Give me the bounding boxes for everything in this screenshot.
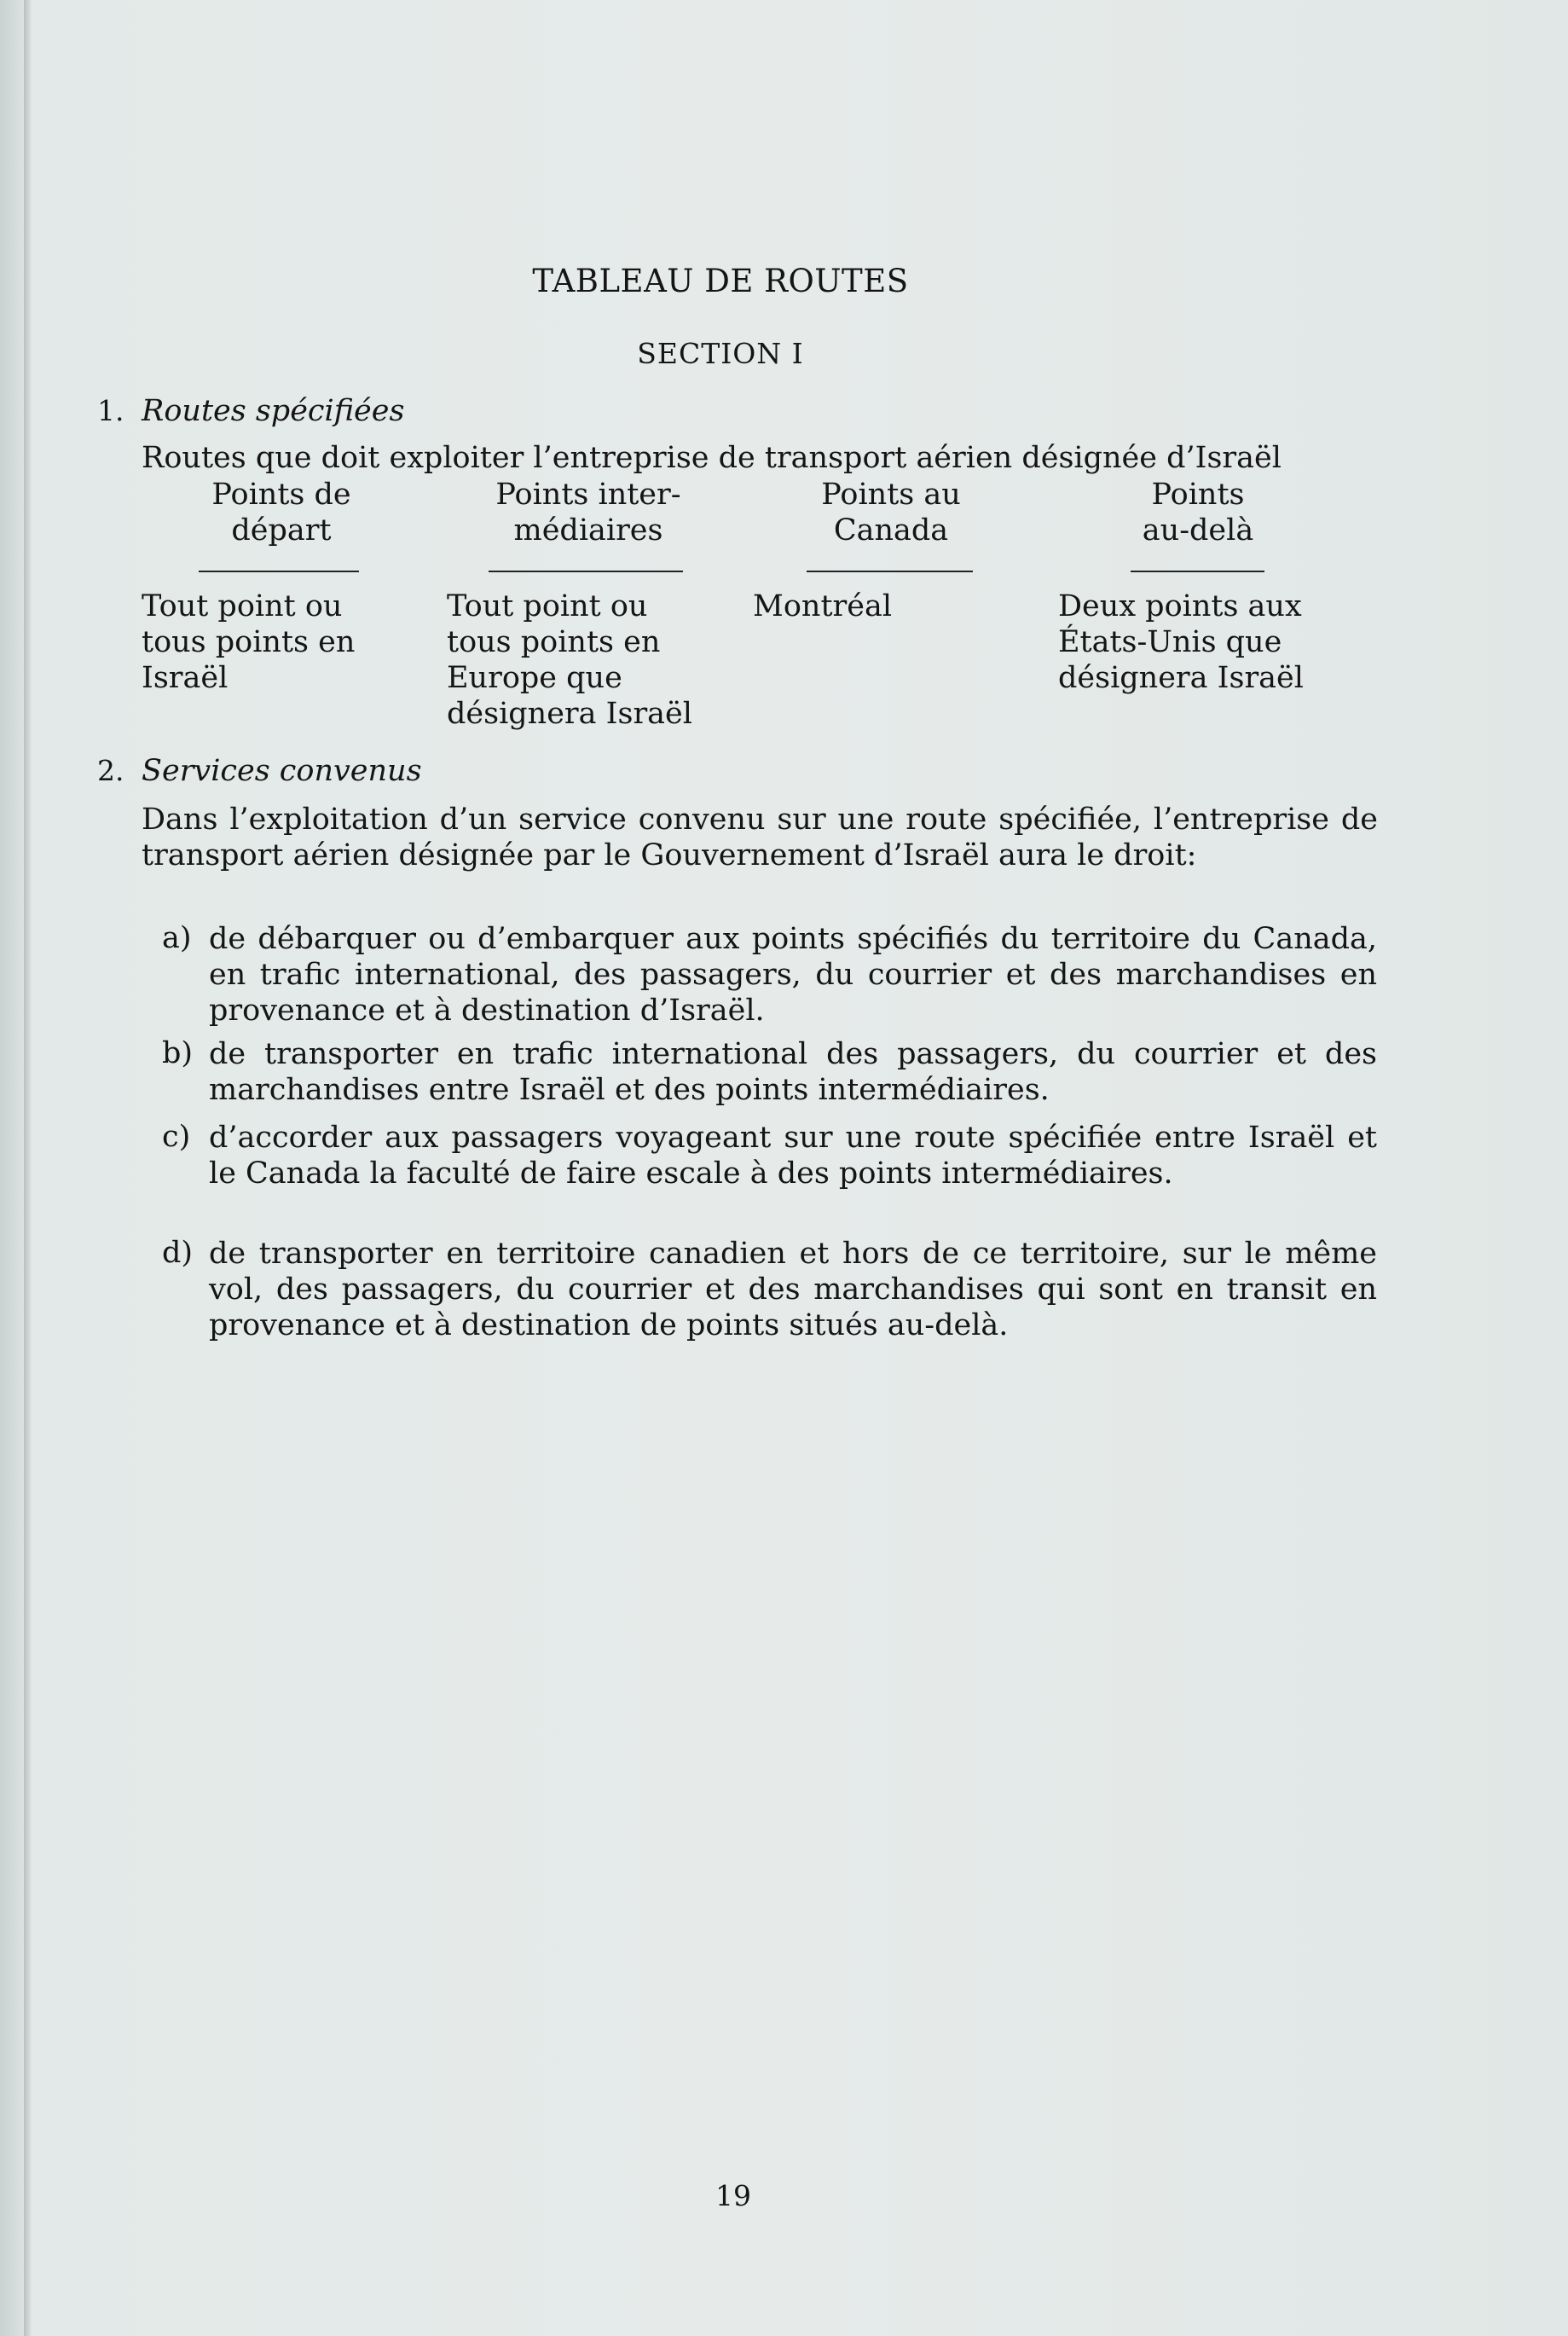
header-line: Points au bbox=[821, 478, 961, 512]
document-title: TABLEAU DE ROUTES bbox=[532, 263, 909, 299]
column-header-au-dela bbox=[1100, 477, 1296, 548]
part2-intro: Dans l’exploitation d’un service convenu sur une route spécifiée, l’entreprise de transport aérien désignée par le Gouvernement d’Israël aura le droit: bbox=[142, 803, 1378, 872]
header-line: Points bbox=[1151, 478, 1245, 512]
column-rule bbox=[199, 571, 359, 572]
header-line: médiaires bbox=[513, 513, 663, 548]
header-line: Points inter- bbox=[495, 478, 681, 512]
column-header-canada bbox=[789, 477, 993, 548]
cell-line: désignera Israël bbox=[1058, 661, 1304, 695]
cell-line: Tout point ou bbox=[142, 589, 343, 623]
column-header-intermediaires bbox=[473, 477, 703, 548]
cell-line: désignera Israël bbox=[447, 697, 692, 731]
column-header-depart bbox=[188, 477, 375, 548]
header-line: Points de bbox=[211, 478, 351, 512]
item-label-b: b) bbox=[162, 1036, 194, 1070]
cell-line: tous points en bbox=[447, 625, 661, 659]
item-label-c: c) bbox=[162, 1120, 191, 1154]
part1-heading: Routes spécifiées bbox=[142, 394, 405, 428]
header-line: au-delà bbox=[1142, 513, 1254, 548]
section-heading: SECTION I bbox=[637, 337, 804, 370]
part2-heading: Services convenus bbox=[142, 754, 422, 788]
item-label-d: d) bbox=[162, 1236, 194, 1270]
item-text-b: de transporter en trafic international des passagers, du courrier et des marchandises entre Israël et des points intermédiaires. bbox=[209, 1037, 1377, 1107]
item-text-a: de débarquer ou d’embarquer aux points spécifiés du territoire du Canada, en trafic international, des passagers, du courrier et des marchandises en provenance et à destination d’Israël. bbox=[209, 922, 1377, 1028]
column-rule bbox=[807, 571, 973, 572]
cell-line: États-Unis que bbox=[1058, 625, 1282, 659]
header-line: Canada bbox=[833, 513, 949, 548]
part1-intro: Routes que doit exploiter l’entreprise de transport aérien désignée d’Israël bbox=[142, 441, 1282, 475]
part1-number: 1. bbox=[97, 394, 124, 427]
page-number: 19 bbox=[715, 2179, 751, 2212]
cell-line: Montréal bbox=[753, 589, 893, 623]
cell-line: tous points en bbox=[142, 625, 356, 659]
item-text-d: de transporter en territoire canadien et hors de ce territoire, sur le même vol, des passagers, du courrier et des marchandises qui sont en transit en provenance et à destination de points situés au-delà. bbox=[209, 1237, 1377, 1342]
cell-canada bbox=[753, 588, 892, 624]
cell-intermediaires bbox=[447, 588, 692, 732]
cell-au-dela bbox=[1058, 588, 1304, 696]
cell-line: Europe que bbox=[447, 661, 622, 695]
cell-line: Israël bbox=[142, 661, 229, 695]
column-rule bbox=[489, 571, 683, 572]
part2-number: 2. bbox=[97, 754, 124, 787]
cell-depart bbox=[142, 588, 355, 696]
cell-line: Deux points aux bbox=[1058, 589, 1302, 623]
column-rule bbox=[1131, 571, 1264, 572]
header-line: départ bbox=[231, 513, 332, 548]
cell-line: Tout point ou bbox=[447, 589, 648, 623]
item-label-a: a) bbox=[162, 921, 192, 955]
item-text-c: d’accorder aux passagers voyageant sur une route spécifiée entre Israël et le Canada la faculté de faire escale à des points intermédiaires. bbox=[209, 1121, 1377, 1191]
